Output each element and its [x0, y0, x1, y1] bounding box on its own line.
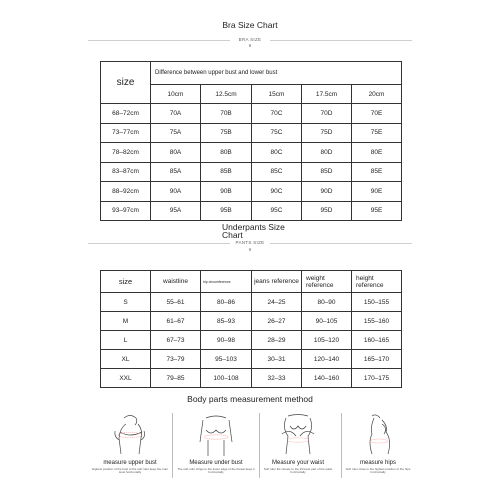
- table-row: [101, 312, 402, 331]
- column-header: 20cm: [352, 85, 402, 104]
- table-cell: 95C: [252, 201, 302, 221]
- table-cell: 90A: [151, 182, 201, 202]
- pants-chart-title: Underpants Size Chart: [222, 222, 285, 240]
- table-cell: 170–175: [352, 369, 402, 388]
- table-cell: 90–98: [201, 331, 252, 350]
- table-cell: 80–90: [302, 293, 352, 312]
- table-cell: 80–86: [201, 293, 252, 312]
- table-cell: 95A: [151, 201, 201, 221]
- waist-figure-icon: [258, 410, 338, 460]
- table-cell: 150–155: [352, 293, 402, 312]
- table-cell: 61–67: [151, 312, 201, 331]
- table-cell: 73–77cm: [101, 123, 151, 143]
- table-row: [101, 331, 402, 350]
- table-cell: XL: [101, 350, 151, 369]
- table-cell: 140–160: [302, 369, 352, 388]
- table-cell: 75C: [252, 123, 302, 143]
- measure-label: Measure under bust: [189, 460, 243, 466]
- chevron-down-icon: ∨: [248, 247, 252, 253]
- measure-label: measure hips: [359, 460, 397, 466]
- table-cell: 80A: [151, 143, 201, 163]
- table-cell: 67–73: [151, 331, 201, 350]
- table-row: [101, 104, 402, 124]
- table-cell: 85E: [352, 162, 402, 182]
- hips-figure-icon: [338, 410, 418, 460]
- upper-bust-figure-icon: [90, 410, 170, 460]
- table-row: [101, 201, 402, 221]
- table-row: [101, 293, 402, 312]
- column-header: weight reference: [302, 271, 352, 293]
- bra-size-table: [100, 61, 402, 221]
- table-cell: 85C: [252, 162, 302, 182]
- table-cell: 90D: [302, 182, 352, 202]
- table-cell: 90C: [252, 182, 302, 202]
- measure-hips-card: [338, 410, 418, 480]
- chevron-down-icon: ∨: [248, 43, 252, 49]
- table-cell: 165–170: [352, 350, 402, 369]
- measure-label: measure upper bust: [103, 460, 157, 466]
- table-cell: XXL: [101, 369, 151, 388]
- table-cell: 95B: [201, 201, 252, 221]
- table-cell: 80E: [352, 143, 402, 163]
- column-header: size: [101, 271, 151, 293]
- table-cell: 160–165: [352, 331, 402, 350]
- measure-note: The soft ruler clings to the lower edge of the breast keep it horizontally: [177, 467, 255, 475]
- bra-chart-subtitle: BRA SIZE: [238, 37, 262, 42]
- table-cell: 75D: [302, 123, 352, 143]
- table-cell: 80B: [201, 143, 252, 163]
- table-cell: 155–160: [352, 312, 402, 331]
- column-header: waistline: [151, 271, 201, 293]
- table-cell: 80D: [302, 143, 352, 163]
- table-cell: 78–82cm: [101, 143, 151, 163]
- column-header: hip circumference: [201, 271, 252, 293]
- table-row: [101, 182, 402, 202]
- measure-under-bust-card: [176, 410, 256, 480]
- table-row: [101, 123, 402, 143]
- table-cell: 85D: [302, 162, 352, 182]
- table-cell: 75A: [151, 123, 201, 143]
- table-cell: 90E: [352, 182, 402, 202]
- measure-note: Highest position of the bust of the soft ruler keep the ruler level horizontally: [91, 467, 169, 475]
- pants-chart-subtitle: PANTS SIZE: [235, 240, 265, 245]
- table-cell: 30–31: [252, 350, 302, 369]
- table-cell: 85–93: [201, 312, 252, 331]
- table-cell: 73–79: [151, 350, 201, 369]
- column-header: 12.5cm: [201, 85, 252, 104]
- table-cell: M: [101, 312, 151, 331]
- table-cell: 26–27: [252, 312, 302, 331]
- table-cell: 95D: [302, 201, 352, 221]
- table-cell: L: [101, 331, 151, 350]
- table-cell: 75E: [352, 123, 402, 143]
- table-cell: 32–33: [252, 369, 302, 388]
- under-bust-figure-icon: [176, 410, 256, 460]
- table-cell: 85A: [151, 162, 201, 182]
- table-cell: 83–87cm: [101, 162, 151, 182]
- pants-size-table: [100, 270, 402, 388]
- table-cell: 93–97cm: [101, 201, 151, 221]
- table-cell: 75B: [201, 123, 252, 143]
- table-row: [101, 350, 402, 369]
- table-cell: 55–61: [151, 293, 201, 312]
- measurement-title: Body parts measurement method: [187, 394, 313, 404]
- column-header: height reference: [352, 271, 402, 293]
- table-cell: 85B: [201, 162, 252, 182]
- column-header: 17.5cm: [302, 85, 352, 104]
- table-cell: 70B: [201, 104, 252, 124]
- table-cell: 88–92cm: [101, 182, 151, 202]
- measure-label: Measure your waist: [271, 460, 325, 466]
- measure-note: Soft ruler close to the highest position of the hips horizontally: [345, 467, 411, 475]
- table-cell: 100–108: [201, 369, 252, 388]
- column-header: 15cm: [252, 85, 302, 104]
- bra-chart-title: Bra Size Chart: [222, 20, 278, 30]
- size-header: size: [101, 62, 151, 104]
- table-row: [101, 369, 402, 388]
- table-cell: S: [101, 293, 151, 312]
- divider: [172, 413, 173, 478]
- table-cell: 90B: [201, 182, 252, 202]
- table-cell: 70D: [302, 104, 352, 124]
- table-cell: 28–29: [252, 331, 302, 350]
- column-header: jeans reference: [252, 271, 302, 293]
- table-row: [101, 162, 402, 182]
- table-cell: 90–105: [302, 312, 352, 331]
- table-cell: 79–85: [151, 369, 201, 388]
- table-cell: 80C: [252, 143, 302, 163]
- table-cell: 24–25: [252, 293, 302, 312]
- table-cell: 105–120: [302, 331, 352, 350]
- table-cell: 120–140: [302, 350, 352, 369]
- table-cell: 95–103: [201, 350, 252, 369]
- table-row: [101, 143, 402, 163]
- column-header: 10cm: [151, 85, 201, 104]
- table-cell: 68–72cm: [101, 104, 151, 124]
- group-header: Difference between upper bust and lower bust: [151, 62, 402, 85]
- measure-waist-card: [258, 410, 338, 480]
- table-cell: 70C: [252, 104, 302, 124]
- table-cell: 95E: [352, 201, 402, 221]
- measure-note: Soft ruler fits closely to the thinnest part of the waist horizontally: [263, 467, 333, 475]
- table-cell: 70A: [151, 104, 201, 124]
- table-cell: 70E: [352, 104, 402, 124]
- measure-upper-bust-card: [90, 410, 170, 480]
